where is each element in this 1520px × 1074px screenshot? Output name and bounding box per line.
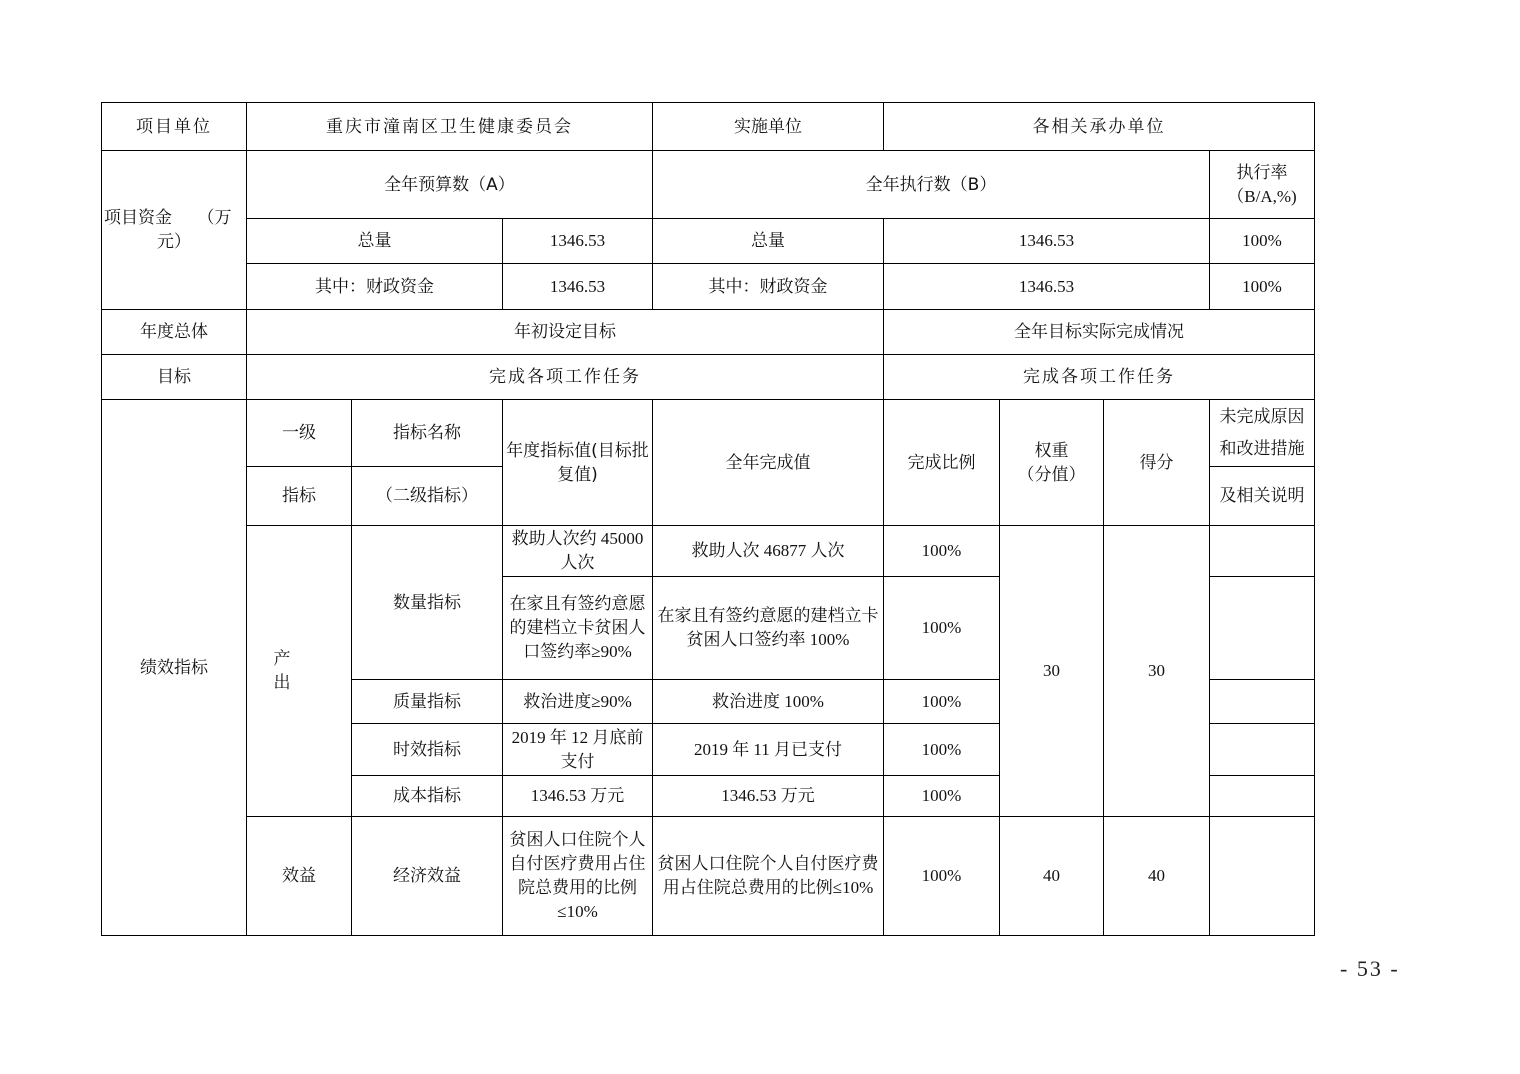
rate-header-line2: （B/A,%) [1227,186,1297,206]
perf-label: 绩效指标 [102,400,247,936]
funds-label-line1: 项目资金 （万 [104,208,232,228]
econ-ratio: 100% [884,817,1000,936]
goal-actual-header: 全年目标实际完成情况 [884,310,1315,355]
quantity-label: 数量指标 [352,526,503,680]
row-target: 在家且有签约意愿的建档立卡贫困人口签约率≥90% [503,577,653,680]
benefit-label: 效益 [247,817,352,936]
weight-header-b: （分值） [1017,464,1086,484]
name-header-b: （二级指标） [352,467,503,526]
weight-header-a: 权重 [1034,440,1069,460]
row-reason [1210,817,1315,936]
row-ratio: 100% [884,680,1000,724]
impl-unit-value: 各相关承办单位 [884,103,1315,151]
reason-header-top [1210,400,1315,467]
table-row [102,817,1315,936]
target-header: 年度指标值(目标批复值) [503,400,653,526]
funds-label-line2: 元） [157,232,191,252]
fiscal-label: 其中：财政资金 [247,264,503,310]
row-target: 救治进度≥90% [503,680,653,724]
row-actual: 救治进度 100% [653,680,884,724]
row-target: 救助人次约 45000 人次 [503,526,653,577]
goal-value-row [102,355,1315,400]
quality-label: 质量指标 [352,680,503,724]
impl-unit-label: 实施单位 [653,103,884,151]
row-ratio: 100% [884,526,1000,577]
fiscal-rate: 100% [1210,264,1315,310]
cost-label: 成本指标 [352,776,503,817]
goal-header-row [102,310,1315,355]
econ-weight: 40 [1000,817,1104,936]
row-actual: 救助人次 46877 人次 [653,526,884,577]
total-rate: 100% [1210,219,1315,264]
fund-header-row [102,151,1315,219]
unit-row [102,103,1315,151]
row-ratio: 100% [884,724,1000,776]
project-unit-value: 重庆市潼南区卫生健康委员会 [247,103,653,151]
total-exec-label: 总量 [653,219,884,264]
goal-label-line2: 目标 [102,355,247,400]
rate-header [1210,151,1315,219]
row-actual: 在家且有签约意愿的建档立卡贫困人口签约率 100% [653,577,884,680]
row-actual: 2019 年 11 月已支付 [653,724,884,776]
output-weight: 30 [1000,526,1104,817]
econ-score: 40 [1104,817,1210,936]
econ-actual: 贫困人口住院个人自付医疗费用占住院总费用的比例≤10% [653,817,884,936]
goal-actual-value: 完成各项工作任务 [884,355,1315,400]
total-label: 总量 [247,219,503,264]
row-ratio: 100% [884,577,1000,680]
page-number: - 53 - [1340,956,1400,981]
row-reason [1210,776,1315,817]
reason-header-a: 未完成原因 [1219,407,1305,427]
reason-header-b: 和改进措施 [1219,439,1305,459]
ratio-header: 完成比例 [884,400,1000,526]
exec-header: 全年执行数（B） [653,151,1210,219]
performance-table [101,102,1315,936]
goal-set-header: 年初设定目标 [247,310,884,355]
row-actual: 1346.53 万元 [653,776,884,817]
row-ratio: 100% [884,776,1000,817]
fiscal-budget: 1346.53 [503,264,653,310]
row-target: 2019 年 12 月底前支付 [503,724,653,776]
row-reason [1210,577,1315,680]
total-row [102,219,1315,264]
table-row [102,526,1315,577]
name-header-a: 指标名称 [352,400,503,467]
fiscal-exec-label: 其中：财政资金 [653,264,884,310]
row-reason [1210,724,1315,776]
score-header: 得分 [1104,400,1210,526]
row-reason [1210,526,1315,577]
row-reason [1210,680,1315,724]
output-label: 产 出 [247,526,352,817]
level1-header-a: 一级 [247,400,352,467]
fiscal-row [102,264,1315,310]
actual-header: 全年完成值 [653,400,884,526]
goal-label-line1: 年度总体 [102,310,247,355]
row-target: 1346.53 万元 [503,776,653,817]
goal-set-value: 完成各项工作任务 [247,355,884,400]
weight-header [1000,400,1104,526]
project-unit-label: 项目单位 [102,103,247,151]
econ-label: 经济效益 [352,817,503,936]
budget-header: 全年预算数（A） [247,151,653,219]
rate-header-line1: 执行率 [1236,162,1288,183]
econ-target: 贫困人口住院个人自付医疗费用占住院总费用的比例≤10% [503,817,653,936]
reason-header-c: 及相关说明 [1210,467,1315,526]
funds-label [102,151,247,310]
total-exec: 1346.53 [884,219,1210,264]
level1-header-b: 指标 [247,467,352,526]
output-score: 30 [1104,526,1210,817]
fiscal-exec: 1346.53 [884,264,1210,310]
total-budget: 1346.53 [503,219,653,264]
time-label: 时效指标 [352,724,503,776]
perf-header-row [102,400,1315,467]
